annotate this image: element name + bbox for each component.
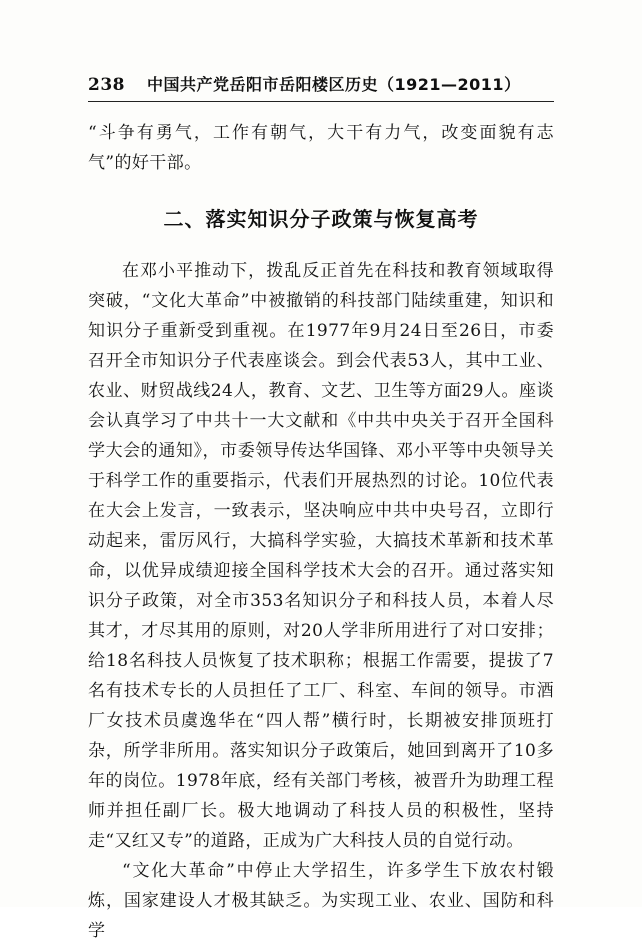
- page-content: [88, 72, 554, 946]
- page-number: 238: [88, 75, 125, 95]
- page-body: [88, 118, 554, 946]
- section-heading: 二、落实知识分子政策与恢复高考: [163, 207, 479, 231]
- page-header: [88, 72, 554, 102]
- paragraph-continued: “斗争有勇气，工作有朝气，大干有力气，改变面貌有志气”的好干部。: [88, 123, 554, 173]
- body-paragraph-2: “文化大革命”中停止大学招生，许多学生下放农村锻炼，国家建设人才极其缺乏。为实现工业、农业、国防和科学: [88, 861, 554, 941]
- running-title: 中国共产党岳阳市岳阳楼区历史（1921—2011）: [147, 75, 521, 94]
- body-paragraph-1: 在邓小平推动下，拨乱反正首先在科技和教育领域取得突破，“文化大革命”中被撤销的科技部门陆续重建，知识和知识分子重新受到重视。在1977年9月24日至26日，市委召开全市知识分子代表座谈会。到会代表53人，其中工业、农业、财贸战线24人，教育、文艺、卫生等方面29人。座谈会认真学习了中共十一大文献和《中共中央关于召开全国科学大会的通知》，市委领导传达华国锋、邓小平等中央领导关于科学工作的重要指示，代表们开展热烈的讨论。10位代表在大会上发言，一致表示，坚决响应中共中央号召，立即行动起来，雷厉风行，大搞科学实验，大搞技术革新和技术革命，以优异成绩迎接全国科学技术大会的召开。通过落实知识分子政策，对全市353名知识分子和科技人员，本着人尽其才，才尽其用的原则，对20人学非所用进行了对口安排；给18名科技人员恢复了技术职称；根据工作需要，提拔了7名有技术专长的人员担任了工厂、科室、车间的领导。市酒厂女技术员虞逸华在“四人帮”横行时，长期被安排顶班打杂，所学非所用。落实知识分子政策后，她回到离开了10多年的岗位。1978年底，经有关部门考核，被晋升为助理工程师并担任副厂长。极大地调动了科技人员的积极性，坚持走“又红又专”的道路，正成为广大科技人员的自觉行动。: [88, 261, 554, 851]
